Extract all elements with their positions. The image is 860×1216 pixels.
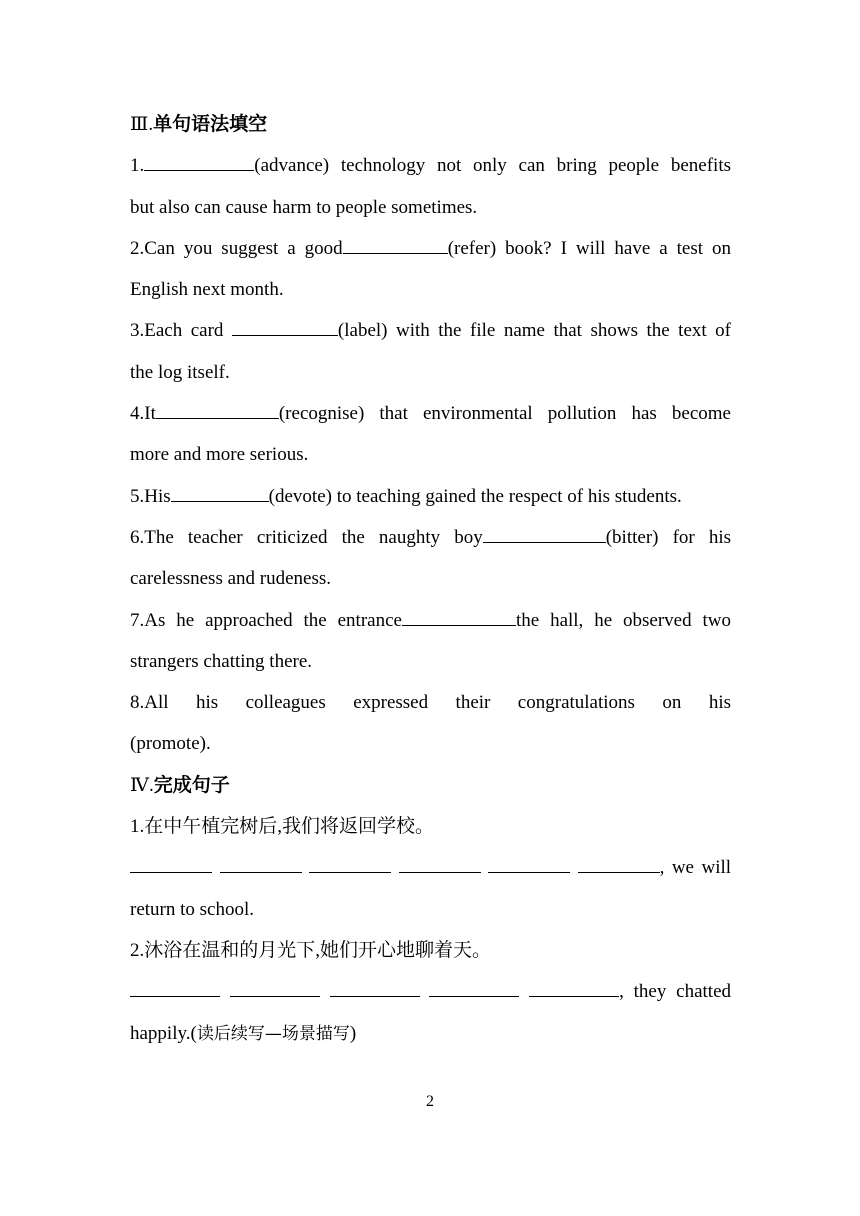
exercise-3-item-7-cont: strangers chatting there.: [130, 650, 313, 672]
page-number: 2: [426, 1093, 434, 1110]
exercise-4-item-2-cont: happily.(读后续写—场景描写): [130, 1022, 357, 1044]
exercise-3-item-4-cont: more and more serious.: [130, 444, 309, 466]
section-4-number: Ⅳ.: [130, 774, 154, 796]
answer-blank[interactable]: [483, 526, 606, 543]
exercise-3-item-3-cont: the log itself.: [130, 361, 230, 383]
exercise-3-item-2-cont: English next month.: [130, 279, 284, 301]
answer-blank[interactable]: [578, 856, 660, 873]
answer-blank[interactable]: [171, 485, 269, 502]
answer-blank[interactable]: [156, 402, 279, 419]
exercise-3-item-8: 8.All his colleagues expressed their congratulations on his: [130, 692, 731, 714]
exercise-3-item-6-cont: carelessness and rudeness.: [130, 568, 332, 590]
section-4-heading: [130, 765, 731, 806]
worksheet-content: [130, 104, 731, 1055]
answer-blank[interactable]: [343, 237, 448, 254]
exercise-4-item-1-answer: , we will: [130, 847, 731, 888]
exercise-4-item-1-prompt: 1.在中午植完树后,我们将返回学校。: [130, 816, 435, 838]
answer-blank[interactable]: [130, 856, 212, 873]
exercise-3-item-1-cont: but also can cause harm to people sometimes.: [130, 196, 478, 218]
exercise-3-item-6: 6.The teacher criticized the naughty boy (bitter) for his: [130, 526, 731, 548]
exercise-3-item-5: 5.His (devote) to teaching gained the respect of his students.: [130, 485, 682, 507]
answer-blank[interactable]: [402, 609, 516, 626]
exercise-3-item-8-cont: (promote).: [130, 733, 211, 755]
answer-blank[interactable]: [488, 856, 570, 873]
exercise-3-item-3: 3.Each card (label) with the file name that shows the text of: [130, 320, 731, 342]
answer-blank[interactable]: [130, 980, 220, 997]
exercise-4-item-2-answer: , they chatted: [130, 971, 731, 1012]
section-4-title: 完成句子: [153, 774, 230, 796]
section-3-heading: [130, 104, 731, 145]
exercise-4-item-2-prompt: 2.沐浴在温和的月光下,她们开心地聊着天。: [130, 939, 492, 961]
exercise-3-item-7: 7.As he approached the entrance the hall, he observed two: [130, 609, 731, 631]
answer-blank[interactable]: [399, 856, 481, 873]
exercise-3-item-4: 4.It (recognise) that environmental pollution has become: [130, 403, 731, 425]
exercise-3-item-2: 2.Can you suggest a good (refer) book? I will have a test on: [130, 237, 731, 259]
answer-blank[interactable]: [230, 980, 320, 997]
answer-blank[interactable]: [220, 856, 302, 873]
answer-blank[interactable]: [144, 154, 254, 171]
answer-blank[interactable]: [429, 980, 519, 997]
exercise-4-item-1-cont: return to school.: [130, 898, 255, 920]
section-3-title: 单句语法填空: [153, 114, 268, 135]
answer-blank[interactable]: [330, 980, 420, 997]
answer-blank[interactable]: [309, 856, 391, 873]
section-3-number: Ⅲ.: [130, 114, 154, 135]
answer-blank[interactable]: [232, 319, 338, 336]
exercise-3-item-1: 1. (advance) technology not only can bring people benefits: [130, 155, 731, 177]
answer-blank[interactable]: [529, 980, 619, 997]
